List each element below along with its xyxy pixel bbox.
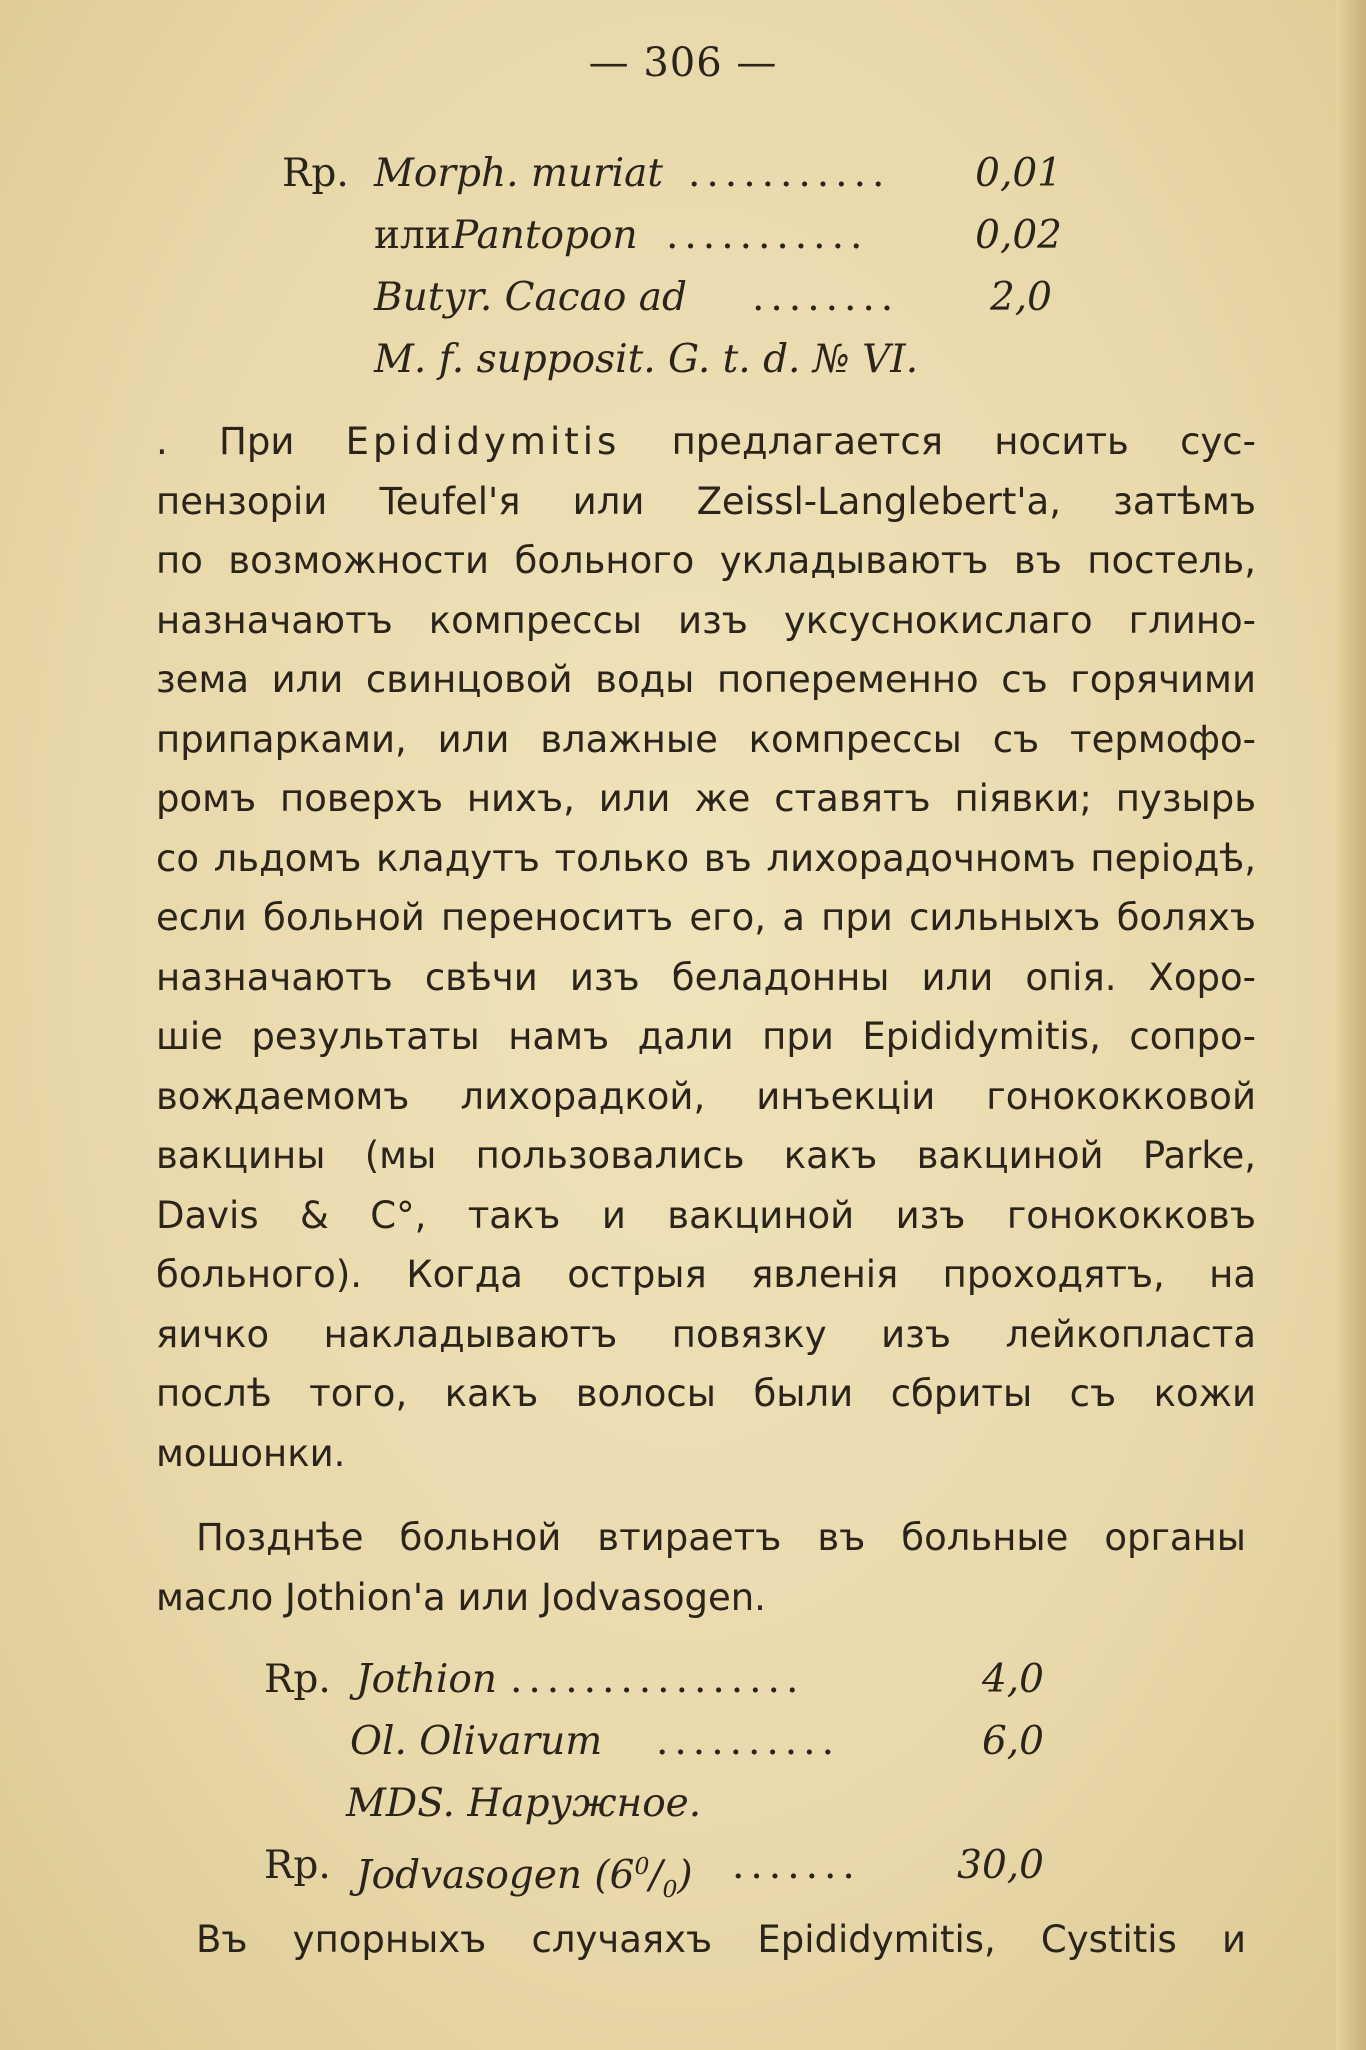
prescription-row — [264, 1711, 1044, 1773]
text-line: яичко накладываютъ повязку изъ лейкопласта — [156, 1312, 1256, 1356]
text-line: мошонки. — [156, 1431, 346, 1475]
dose-amount: 4,0 — [981, 1657, 1044, 1702]
paragraph-later-treatment — [156, 1508, 1246, 1627]
prescription-signature: M. f. supposit. G. t. d. № VI. — [374, 337, 919, 382]
prescription-row — [282, 143, 1062, 205]
text-line: со льдомъ кладутъ только въ лихорадочномъ перiодѣ, — [156, 836, 1256, 880]
prescription-signature: MDS. Наружное. — [346, 1781, 702, 1826]
drug-name: Jothion — [356, 1657, 497, 1702]
text-line: назначаютъ свѣчи изъ беладонны или опiя. Хоро- — [156, 955, 1256, 999]
prescription-row — [282, 329, 1062, 391]
text-line: масло Jothion'а или Jodvasogen. — [156, 1575, 766, 1619]
text-line: по возможности больного укладываютъ въ постель, — [156, 539, 1256, 582]
dose-amount: 2,0 — [989, 275, 1052, 320]
text-line: назначаютъ компрессы изъ уксуснокислаго глино- — [156, 598, 1256, 642]
text-line: Позднѣе больной втираетъ въ больные органы — [196, 1516, 1246, 1559]
text-line: пензорiи Teufel'я или Zeissl-Langlebert'а, затѣмъ — [156, 479, 1256, 523]
drug-name: Morph. muriat — [374, 151, 664, 196]
page-number: — 306 — — [588, 40, 778, 86]
drug-name: Jodvasogen $(6^0/_0)$ — [356, 1852, 693, 1903]
text-line: послѣ того, какъ волосы были сбриты съ кожи — [156, 1372, 1256, 1415]
text-line: . При Epididymitis предлагается носить сус- — [156, 420, 1256, 463]
rx-prefix: или — [374, 213, 451, 258]
text-line: больного). Когда острыя явленiя проходятъ, на — [156, 1253, 1256, 1296]
leader-dots: ........... — [688, 151, 891, 196]
rx-prefix: Rp. — [282, 151, 349, 196]
leader-dots: ........... — [666, 213, 869, 258]
rx-prefix: Rp. — [264, 1843, 331, 1888]
leader-dots: .......... — [656, 1719, 840, 1764]
rx-prefix: Rp. — [264, 1657, 331, 1702]
leader-dots: ........ — [752, 275, 900, 320]
prescription-row — [264, 1773, 1044, 1835]
leader-dots: ....... — [732, 1843, 861, 1888]
text-line: Въ упорныхъ случаяхъ Epididymitis, Cystitis и — [196, 1918, 1246, 1961]
prescription-row — [282, 267, 1062, 329]
prescription-morphine — [282, 143, 1062, 391]
dose-amount: 0,01 — [975, 151, 1062, 196]
text-line: ромъ поверхъ нихъ, или же ставятъ пiявки; пузырь — [156, 777, 1256, 820]
dose-amount: 0,02 — [975, 213, 1062, 258]
drug-name: Pantopon — [452, 213, 638, 258]
leader-dots: ................ — [510, 1657, 805, 1702]
drug-name: Ol. Olivarum — [350, 1719, 603, 1764]
text-line: если больной переноситъ его, а при сильныхъ боляхъ — [156, 896, 1256, 939]
text-line: зема или свинцовой воды попеременно съ горячими — [156, 658, 1256, 701]
drug-name: Butyr. Cacao ad — [374, 275, 687, 320]
spaced-term: Epididymitis — [345, 420, 621, 463]
prescription-jothion — [264, 1649, 1044, 1903]
text-line: Davis & C°, такъ и вакциной изъ гонококковъ — [156, 1193, 1256, 1237]
dose-amount: 6,0 — [981, 1719, 1044, 1764]
text-line: шiе результаты намъ дали при Epididymitis, сопро- — [156, 1015, 1256, 1058]
text-line: вакцины (мы пользовались какъ вакциной Parke, — [156, 1134, 1256, 1177]
prescription-row — [264, 1649, 1044, 1711]
paragraph-epididymitis — [156, 412, 1256, 1483]
prescription-row — [282, 205, 1062, 267]
text-line: припарками, или влажные компрессы съ термофо- — [156, 717, 1256, 761]
paragraph-persistent-cases — [156, 1910, 1246, 1970]
text-line: вождаемомъ лихорадкой, инъекцiи гонококковой — [156, 1074, 1256, 1118]
page-edge — [1336, 0, 1366, 2050]
dose-amount: 30,0 — [957, 1843, 1044, 1888]
prescription-row — [264, 1835, 1044, 1903]
